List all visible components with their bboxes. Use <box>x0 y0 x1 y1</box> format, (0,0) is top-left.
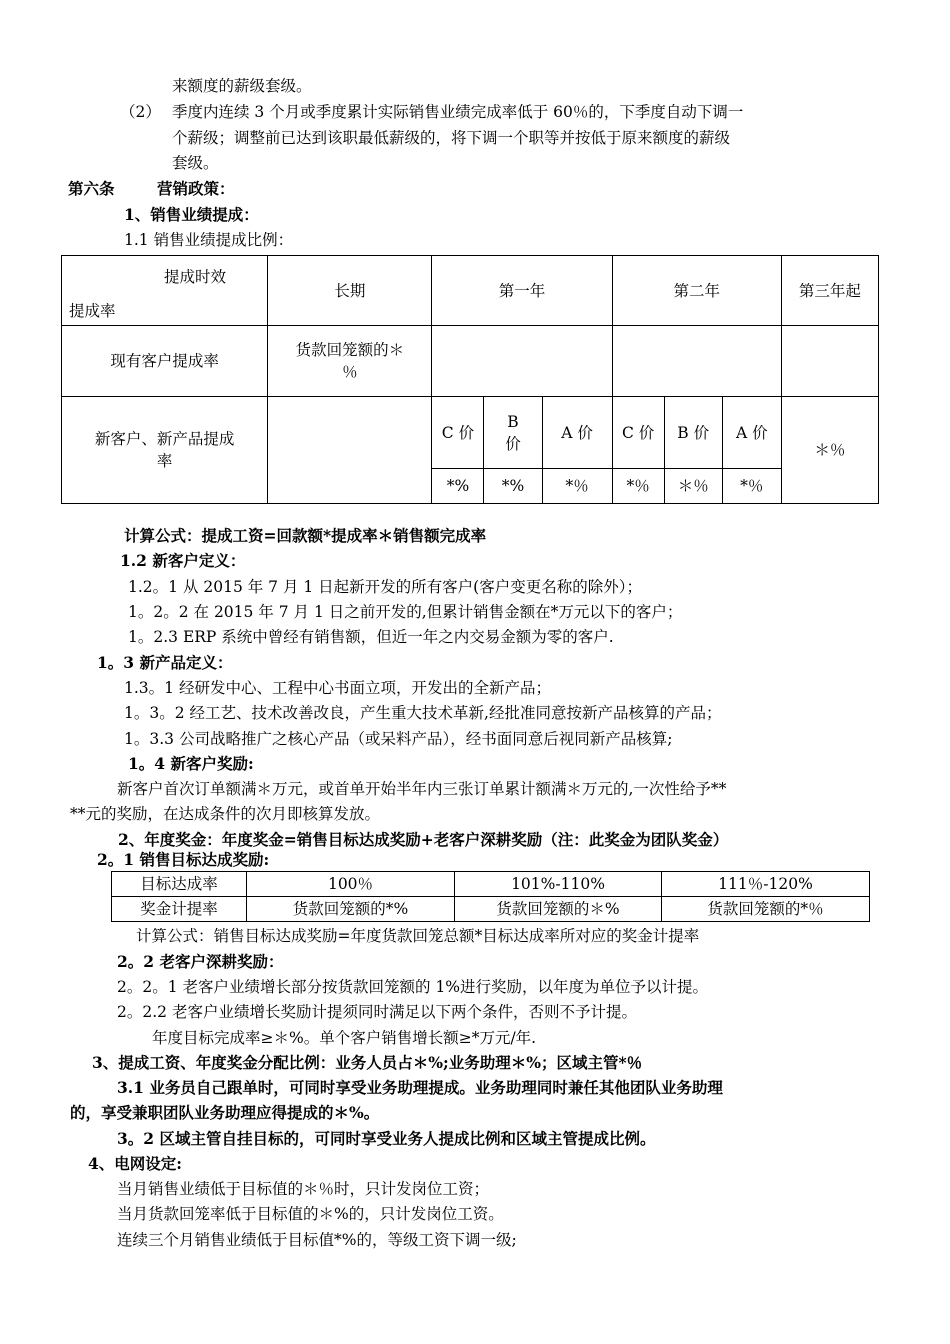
price-tier-a: A 价 <box>722 397 781 469</box>
price-tier-a: A 价 <box>542 397 612 469</box>
table-cell: 100％ <box>247 872 455 897</box>
paragraph-line: 1。2.3 ERP 系统中曾经有销售额，但近一年之内交易金额为零的客户. <box>128 628 614 646</box>
section-title: 4、电网设定: <box>88 1154 183 1173</box>
rate-value: ＊％ <box>664 469 722 504</box>
formula: 计算公式：提成工资=回款额*提成率＊销售额完成率 <box>124 526 487 545</box>
article-number: 第六条 <box>68 179 115 198</box>
header-label-rate: 提成率 <box>69 302 116 320</box>
article-title: 营销政策： <box>157 179 235 198</box>
paragraph-line: 年度目标完成率≥＊%。单个客户销售增长额≥*万元/年. <box>152 1029 537 1047</box>
intro-line: 来额度的薪级套级。 <box>172 77 312 95</box>
row-label-existing: 现有客户提成率 <box>62 326 268 397</box>
table-cell: 货款回笼额的＊% <box>455 897 662 922</box>
rate-value: *％ <box>612 469 664 504</box>
paragraph-line: 的，享受兼职团队业务助理应得提成的＊%。 <box>70 1103 380 1122</box>
list-number: （2） <box>120 103 161 121</box>
cell-text: 货款回笼额的＊ <box>295 341 405 359</box>
section-title: 1、销售业绩提成： <box>124 205 259 224</box>
section-title: 2、年度奖金：年度奖金=销售目标达成奖励+老客户深耕奖励（注：此奖金为团队奖金） <box>118 830 729 849</box>
paragraph-line: **元的奖励，在达成条件的次月即核算发放。 <box>70 805 381 823</box>
diagonal-header-cell <box>62 256 268 326</box>
intro-line: 套级。 <box>172 154 219 172</box>
cell-existing-long <box>268 326 432 397</box>
price-tier-b: B 价 <box>664 397 722 469</box>
paragraph-line: 1。3.3 公司战略推广之核心产品（或呆料产品），经书面同意后视同新产品核算; <box>124 730 673 748</box>
cell-text: ％ <box>342 363 358 381</box>
cell-empty <box>432 326 612 397</box>
intro-line: 季度内连续 3 个月或季度累计实际销售业绩完成率低于 60％的，下季度自动下调一 <box>172 103 744 121</box>
intro-line: 个薪级；调整前已达到该职最低薪级的，将下调一个职等并按低于原来额度的薪级 <box>172 129 731 147</box>
rate-value: *% <box>484 469 542 504</box>
rate-value: *% <box>432 469 484 504</box>
col-header-long-term: 长期 <box>268 256 432 326</box>
paragraph-line: 1.2。1 从 2015 年 7 月 1 日起新开发的所有客户(客户变更名称的除外）； <box>128 578 642 596</box>
target-bonus-table <box>111 871 870 922</box>
cell-text: B <box>507 412 519 431</box>
table-cell: 货款回笼额的*％ <box>662 897 870 922</box>
paragraph-line: 2。2.2 老客户业绩增长奖励计提须同时满足以下两个条件，否则不予计提。 <box>117 1003 637 1021</box>
col-header-year2: 第二年 <box>612 256 781 326</box>
paragraph-line: 1。2。2 在 2015 年 7 月 1 日之前开发的,但累计销售金额在*万元以下的客户； <box>128 603 683 621</box>
table-cell: 111％-120% <box>662 872 870 897</box>
cell-empty <box>612 326 781 397</box>
paragraph-line: 当月货款回笼率低于目标值的＊%的，只计发岗位工资。 <box>117 1205 504 1223</box>
cell-text: 率 <box>156 452 173 470</box>
col-header-year1: 第一年 <box>432 256 612 326</box>
row-label-new <box>62 397 268 504</box>
cell-text: 新客户、新产品提成 <box>94 430 235 448</box>
subsection-title: 2。1 销售目标达成奖励: <box>97 850 270 869</box>
commission-rate-table <box>61 255 879 504</box>
paragraph-line: 1.3。1 经研发中心、工程中心书面立项，开发出的全新产品； <box>124 679 551 697</box>
paragraph-line: 连续三个月销售业绩低于目标值*%的，等级工资下调一级; <box>117 1231 517 1249</box>
rate-value: *％ <box>542 469 612 504</box>
paragraph-line: 3。2 区域主管自挂目标的，可同时享受业务人提成比例和区域主管提成比例。 <box>117 1129 656 1148</box>
paragraph-line: 新客户首次订单额满＊万元，或首单开始半年内三张订单累计额满＊万元的,一次性给予** <box>117 780 727 798</box>
row-header: 目标达成率 <box>112 872 247 897</box>
section-title: 3、提成工资、年度奖金分配比例：业务人员占＊%;业务助理＊%；区域主管*％ <box>92 1053 643 1072</box>
paragraph-line: 3.1 业务员自己跟单时，可同时享受业务助理提成。业务助理同时兼任其他团队业务助理 <box>117 1078 723 1097</box>
paragraph-line: 当月销售业绩低于目标值的＊％时，只计发岗位工资； <box>117 1180 490 1198</box>
table-cell: 货款回笼额的*% <box>247 897 455 922</box>
subsection-title: 1.1 销售业绩提成比例： <box>124 231 294 249</box>
price-tier-c: C 价 <box>432 397 484 469</box>
rate-value: *％ <box>722 469 781 504</box>
subsection-title: 2。2 老客户深耕奖励： <box>117 952 284 971</box>
row-header: 奖金计提率 <box>112 897 247 922</box>
cell-empty <box>268 397 432 504</box>
col-header-year3: 第三年起 <box>781 256 878 326</box>
cell-year3-value: ＊％ <box>781 397 878 504</box>
header-label-period: 提成时效 <box>164 268 227 286</box>
subsection-title: 1。4 新客户奖励: <box>128 754 254 773</box>
paragraph-line: 2。2。1 老客户业绩增长部分按货款回笼额的 1%进行奖励，以年度为单位予以计提。 <box>117 978 709 996</box>
cell-text: 价 <box>505 434 521 453</box>
formula: 计算公式：销售目标达成奖励=年度货款回笼总额*目标达成率所对应的奖金计提率 <box>136 927 700 945</box>
price-tier-b <box>484 397 542 469</box>
table-cell: 101%-110% <box>455 872 662 897</box>
price-tier-c: C 价 <box>612 397 664 469</box>
subsection-title: 1.2 新客户定义： <box>120 551 246 570</box>
paragraph-line: 1。3。2 经工艺、技术改善改良，产生重大技术革新,经批准同意按新产品核算的产品； <box>124 704 722 722</box>
subsection-title: 1。3 新产品定义： <box>97 653 233 672</box>
cell-empty <box>781 326 878 397</box>
